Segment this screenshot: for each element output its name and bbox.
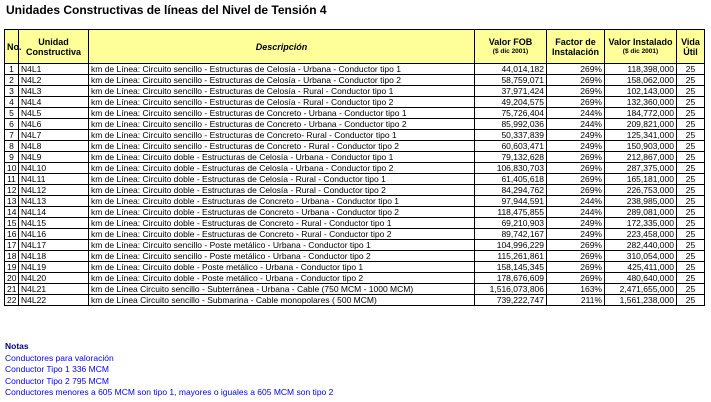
unidades-table — [4, 29, 705, 306]
cell-instalado: 209,821,000 — [605, 119, 677, 130]
cell-desc: km de Línea: Circuito sencillo - Estructuras de Celosía - Urbana - Conductor tipo 1 — [89, 64, 475, 75]
header-fob-label: Valor FOB — [488, 36, 533, 47]
cell-fob: 44,014,182 — [475, 64, 547, 75]
cell-code: N4L22 — [19, 295, 89, 306]
cell-desc: km de Línea Circuito sencillo - Submarina - Cable monopolares ( 500 MCM) — [89, 295, 475, 306]
cell-fob: 89,742,167 — [475, 229, 547, 240]
cell-fob: 178,676,609 — [475, 273, 547, 284]
cell-desc: km de Línea: Circuito sencillo - Estructuras de Concreto - Rural - Conductor tipo 2 — [89, 141, 475, 152]
cell-no: 16 — [5, 229, 19, 240]
cell-fob: 84,294,762 — [475, 185, 547, 196]
cell-vida: 25 — [677, 251, 705, 262]
cell-desc: km de Línea: Circuito sencillo - Poste metálico - Urbana - Conductor tipo 1 — [89, 240, 475, 251]
cell-no: 22 — [5, 295, 19, 306]
cell-fob: 85,992,036 — [475, 119, 547, 130]
cell-no: 9 — [5, 152, 19, 163]
cell-desc: km de Línea: Circuito sencillo - Poste metálico - Urbana - Conductor tipo 2 — [89, 251, 475, 262]
cell-factor: 249% — [547, 229, 605, 240]
cell-desc: km de Línea: Circuito sencillo - Estructuras de Celosía - Urbana - Conductor tipo 2 — [89, 75, 475, 86]
cell-factor: 269% — [547, 251, 605, 262]
table-row — [5, 64, 705, 75]
cell-instalado: 223,458,000 — [605, 229, 677, 240]
cell-code: N4L21 — [19, 284, 89, 295]
cell-no: 20 — [5, 273, 19, 284]
cell-desc: km de Línea: Circuito sencillo - Estructuras de Celosía - Rural - Conductor tipo 2 — [89, 97, 475, 108]
cell-fob: 49,204,575 — [475, 97, 547, 108]
cell-no: 6 — [5, 119, 19, 130]
cell-code: N4L1 — [19, 64, 89, 75]
cell-vida: 25 — [677, 86, 705, 97]
table-row — [5, 108, 705, 119]
cell-instalado: 212,867,000 — [605, 152, 677, 163]
cell-fob: 58,759,071 — [475, 75, 547, 86]
notes-line: Conductor Tipo 1 336 MCM — [5, 364, 109, 374]
cell-no: 10 — [5, 163, 19, 174]
cell-factor: 249% — [547, 141, 605, 152]
cell-code: N4L12 — [19, 185, 89, 196]
cell-desc: km de Línea: Circuito sencillo - Estructuras de Concreto - Urbana - Conductor tipo 1 — [89, 108, 475, 119]
cell-vida: 25 — [677, 229, 705, 240]
header-instalado-label: Valor Instalado — [608, 36, 673, 47]
cell-no: 2 — [5, 75, 19, 86]
table-row — [5, 251, 705, 262]
cell-vida: 25 — [677, 141, 705, 152]
cell-desc: km de Línea: Circuito doble - Estructuras de Celosía - Rural - Conductor tipo 1 — [89, 174, 475, 185]
cell-vida: 25 — [677, 295, 705, 306]
cell-instalado: 125,341,000 — [605, 130, 677, 141]
cell-vida: 25 — [677, 185, 705, 196]
table-row — [5, 262, 705, 273]
cell-no: 7 — [5, 130, 19, 141]
cell-code: N4L18 — [19, 251, 89, 262]
cell-instalado: 172,335,000 — [605, 218, 677, 229]
notes-line: Conductor Tipo 2 795 MCM — [5, 375, 109, 386]
cell-no: 18 — [5, 251, 19, 262]
cell-factor: 269% — [547, 185, 605, 196]
notes-line: Conductores menores a 605 MCM son tipo 1, mayores o iguales a 605 MCM son tipo 2 — [5, 387, 334, 397]
table-row — [5, 174, 705, 185]
cell-desc: km de Línea: Circuito doble - Estructuras de Concreto - Urbana - Conductor tipo 2 — [89, 207, 475, 218]
cell-code: N4L13 — [19, 196, 89, 207]
cell-code: N4L5 — [19, 108, 89, 119]
cell-instalado: 102,143,000 — [605, 86, 677, 97]
cell-code: N4L19 — [19, 262, 89, 273]
cell-instalado: 184,772,000 — [605, 108, 677, 119]
table-row — [5, 240, 705, 251]
table-body — [5, 64, 705, 306]
table-row — [5, 185, 705, 196]
cell-code: N4L11 — [19, 174, 89, 185]
cell-desc: km de Línea: Circuito doble - Estructuras de Celosía - Urbana - Conductor tipo 2 — [89, 163, 475, 174]
cell-no: 5 — [5, 108, 19, 119]
cell-desc: km de Línea: Circuito doble - Estructuras de Celosía - Urbana - Conductor tipo 1 — [89, 152, 475, 163]
cell-desc: km de Línea: Circuito doble - Estructuras de Concreto - Urbana - Conductor tipo 1 — [89, 196, 475, 207]
cell-no: 17 — [5, 240, 19, 251]
cell-desc: km de Línea: Circuito doble - Estructuras de Concreto - Rural - Conductor tipo 1 — [89, 218, 475, 229]
cell-factor: 249% — [547, 218, 605, 229]
table-row — [5, 273, 705, 284]
notes-section — [5, 341, 333, 399]
cell-factor: 244% — [547, 108, 605, 119]
table-row — [5, 163, 705, 174]
cell-instalado: 2,471,655,000 — [605, 284, 677, 295]
cell-desc: km de Línea: Circuito sencillo - Estructuras de Concreto- Rural - Conductor tipo 1 — [89, 130, 475, 141]
cell-factor: 244% — [547, 119, 605, 130]
cell-vida: 25 — [677, 97, 705, 108]
cell-fob: 61,405,618 — [475, 174, 547, 185]
cell-instalado: 132,360,000 — [605, 97, 677, 108]
cell-no: 3 — [5, 86, 19, 97]
cell-vida: 25 — [677, 64, 705, 75]
cell-fob: 115,261,861 — [475, 251, 547, 262]
cell-instalado: 1,561,238,000 — [605, 295, 677, 306]
cell-instalado: 310,054,000 — [605, 251, 677, 262]
cell-vida: 25 — [677, 196, 705, 207]
cell-code: N4L3 — [19, 86, 89, 97]
table-row — [5, 75, 705, 86]
cell-factor: 269% — [547, 273, 605, 284]
cell-desc: km de Línea Circuito sencillo - Subterránea - Urbana - Cable (750 MCM - 1000 MCM) — [89, 284, 475, 295]
cell-no: 21 — [5, 284, 19, 295]
notes-title: Notas — [5, 341, 29, 351]
cell-fob: 37,971,424 — [475, 86, 547, 97]
cell-desc: km de Línea: Circuito doble - Estructuras de Celosía - Rural - Conductor tipo 2 — [89, 185, 475, 196]
cell-factor: 269% — [547, 86, 605, 97]
cell-factor: 163% — [547, 284, 605, 295]
cell-desc: km de Línea: Circuito doble - Estructuras de Concreto - Rural - Conductor tipo 2 — [89, 229, 475, 240]
cell-vida: 25 — [677, 152, 705, 163]
header-factor: Factor de Instalación — [547, 30, 605, 64]
cell-instalado: 150,903,000 — [605, 141, 677, 152]
cell-factor: 269% — [547, 174, 605, 185]
cell-fob: 75,726,404 — [475, 108, 547, 119]
header-no: No. — [5, 30, 19, 64]
header-row — [5, 30, 705, 64]
cell-instalado: 165,181,000 — [605, 174, 677, 185]
header-instalado — [605, 30, 677, 64]
cell-instalado: 289,081,000 — [605, 207, 677, 218]
cell-vida: 25 — [677, 284, 705, 295]
table-row — [5, 86, 705, 97]
cell-code: N4L6 — [19, 119, 89, 130]
cell-factor: 269% — [547, 75, 605, 86]
cell-fob: 118,475,855 — [475, 207, 547, 218]
cell-no: 4 — [5, 97, 19, 108]
cell-code: N4L20 — [19, 273, 89, 284]
table-row — [5, 196, 705, 207]
table-row — [5, 141, 705, 152]
cell-factor: 269% — [547, 152, 605, 163]
cell-fob: 104,996,229 — [475, 240, 547, 251]
cell-instalado: 480,640,000 — [605, 273, 677, 284]
table-row — [5, 207, 705, 218]
cell-desc: km de Línea: Circuito sencillo - Estructuras de Concreto - Urbana - Conductor tipo 2 — [89, 119, 475, 130]
cell-factor: 269% — [547, 163, 605, 174]
cell-vida: 25 — [677, 273, 705, 284]
table-row — [5, 229, 705, 240]
cell-no: 8 — [5, 141, 19, 152]
cell-no: 12 — [5, 185, 19, 196]
cell-no: 19 — [5, 262, 19, 273]
cell-desc: km de Línea: Circuito doble - Poste metálico - Urbana - Conductor tipo 2 — [89, 273, 475, 284]
cell-fob: 97,944,591 — [475, 196, 547, 207]
cell-fob: 1,516,073,806 — [475, 284, 547, 295]
cell-vida: 25 — [677, 75, 705, 86]
cell-vida: 25 — [677, 108, 705, 119]
cell-factor: 244% — [547, 207, 605, 218]
cell-factor: 244% — [547, 196, 605, 207]
table-row — [5, 119, 705, 130]
cell-vida: 25 — [677, 174, 705, 185]
cell-instalado: 425,411,000 — [605, 262, 677, 273]
cell-instalado: 226,753,000 — [605, 185, 677, 196]
header-vida: Vida Útil — [677, 30, 705, 64]
cell-fob: 739,222,747 — [475, 295, 547, 306]
cell-factor: 269% — [547, 64, 605, 75]
cell-instalado: 158,062,000 — [605, 75, 677, 86]
cell-fob: 79,132,628 — [475, 152, 547, 163]
table-row — [5, 284, 705, 295]
cell-factor: 269% — [547, 97, 605, 108]
cell-no: 1 — [5, 64, 19, 75]
cell-vida: 25 — [677, 218, 705, 229]
cell-vida: 25 — [677, 130, 705, 141]
cell-instalado: 118,398,000 — [605, 64, 677, 75]
cell-factor: 269% — [547, 240, 605, 251]
table-row — [5, 97, 705, 108]
cell-instalado: 238,985,000 — [605, 196, 677, 207]
cell-vida: 25 — [677, 163, 705, 174]
cell-code: N4L17 — [19, 240, 89, 251]
cell-no: 13 — [5, 196, 19, 207]
cell-fob: 158,145,345 — [475, 262, 547, 273]
cell-fob: 50,337,839 — [475, 130, 547, 141]
cell-instalado: 282,440,000 — [605, 240, 677, 251]
cell-vida: 25 — [677, 240, 705, 251]
table-row — [5, 152, 705, 163]
header-unidad: Unidad Constructiva — [19, 30, 89, 64]
cell-code: N4L4 — [19, 97, 89, 108]
cell-code: N4L9 — [19, 152, 89, 163]
header-fob-sub: ($ dic 2001) — [492, 47, 529, 55]
header-instalado-sub: ($ dic 2001) — [622, 47, 659, 55]
table-row — [5, 130, 705, 141]
cell-vida: 25 — [677, 262, 705, 273]
cell-no: 14 — [5, 207, 19, 218]
cell-factor: 269% — [547, 262, 605, 273]
cell-code: N4L2 — [19, 75, 89, 86]
cell-no: 11 — [5, 174, 19, 185]
cell-code: N4L10 — [19, 163, 89, 174]
cell-code: N4L7 — [19, 130, 89, 141]
cell-vida: 25 — [677, 119, 705, 130]
cell-code: N4L8 — [19, 141, 89, 152]
cell-fob: 69,210,903 — [475, 218, 547, 229]
cell-instalado: 287,375,000 — [605, 163, 677, 174]
cell-fob: 60,603,471 — [475, 141, 547, 152]
table-row — [5, 295, 705, 306]
cell-vida: 25 — [677, 207, 705, 218]
page-title: Unidades Constructivas de líneas del Nivel de Tensión 4 — [6, 3, 327, 17]
cell-code: N4L14 — [19, 207, 89, 218]
cell-fob: 106,830,703 — [475, 163, 547, 174]
header-fob — [475, 30, 547, 64]
cell-factor: 249% — [547, 130, 605, 141]
table-row — [5, 218, 705, 229]
cell-code: N4L15 — [19, 218, 89, 229]
cell-factor: 211% — [547, 295, 605, 306]
cell-desc: km de Línea: Circuito sencillo - Estructuras de Celosía - Rural - Conductor tipo 1 — [89, 86, 475, 97]
cell-desc: km de Línea: Circuito doble - Poste metálico - Urbana - Conductor tipo 1 — [89, 262, 475, 273]
cell-code: N4L16 — [19, 229, 89, 240]
header-descripcion: Descripción — [89, 30, 475, 64]
notes-line: Conductores para valoración — [5, 352, 114, 363]
cell-no: 15 — [5, 218, 19, 229]
